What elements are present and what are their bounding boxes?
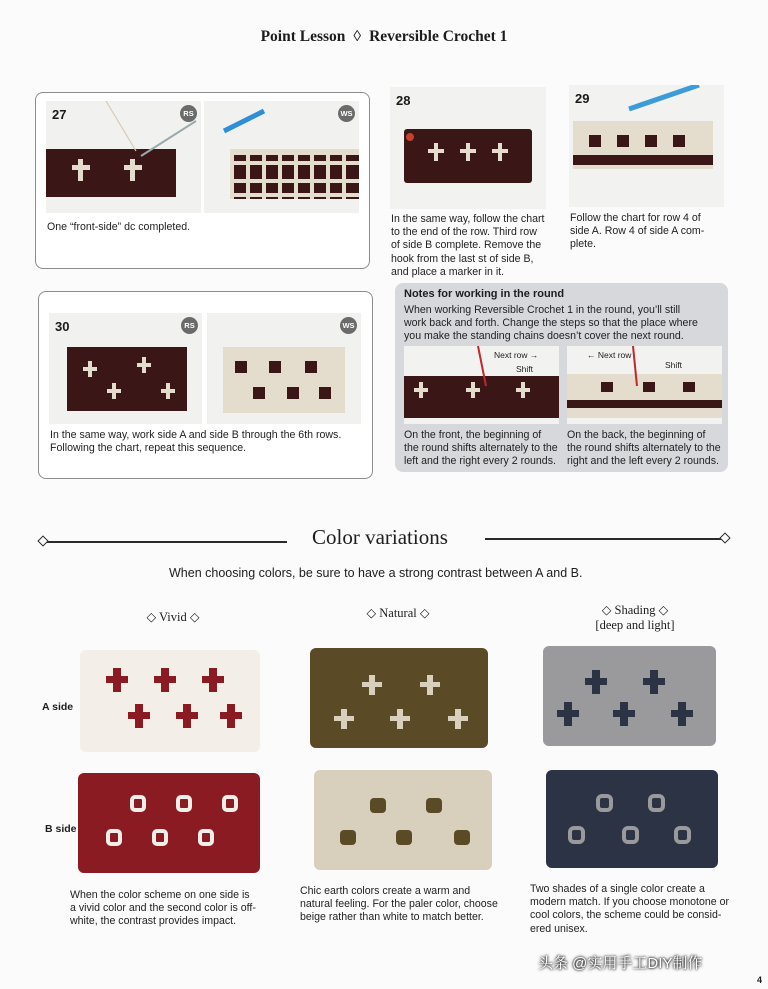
shading-caption-line: ered unisex.: [530, 922, 588, 935]
step-30-caption-line: In the same way, work side A and side B through the 6th rows.: [50, 429, 342, 441]
step-28-caption-line: of side B complete. Remove the: [391, 239, 542, 252]
natural-caption-line: Chic earth colors create a warm and: [300, 885, 471, 897]
front-caption-line: On the front, the beginning of: [404, 429, 542, 441]
notes-body-line: work back and forth. Change the steps so that the place where: [404, 317, 698, 330]
small-diamond-icon: ◇: [189, 610, 200, 624]
back-shift-label: Shift: [665, 360, 683, 370]
vivid-a-swatch: [80, 650, 260, 752]
step-30-box: [38, 291, 373, 479]
header-right: Reversible Crochet 1: [369, 28, 508, 45]
variant-shading-label: [575, 602, 695, 633]
variant-name: Shading: [614, 603, 656, 617]
small-diamond-icon: ◇: [601, 603, 612, 617]
step-28-caption-line: to the end of the row. Third row: [391, 226, 537, 239]
back-caption-line: right and the left every 2 rounds.: [567, 455, 719, 468]
natural-a-swatch: [310, 648, 488, 748]
back-caption-line: On the back, the beginning of: [567, 429, 706, 441]
step-30-ws-swatch: [207, 313, 361, 424]
notes-body: [404, 304, 724, 344]
natural-caption-line: natural feeling. For the paler color, choose: [300, 898, 498, 911]
section-rule-right-diamond: [719, 532, 730, 543]
step-30-rs-swatch: [49, 313, 202, 424]
shading-caption-line: cool colors, the scheme could be consid-: [530, 909, 722, 922]
front-shift-label: Shift: [516, 364, 534, 374]
step-28-caption: [391, 213, 561, 279]
step-28-number: 28: [396, 93, 411, 108]
notes-back-caption: [567, 429, 727, 469]
vivid-caption-line: white, the contrast provides impact.: [70, 915, 237, 928]
small-diamond-icon: ◇: [419, 606, 430, 620]
vivid-a-pattern: [80, 650, 260, 752]
arrow-left-icon: ←: [587, 350, 596, 360]
small-diamond-icon: ◇: [366, 606, 377, 620]
variant-vivid-label: [118, 609, 228, 625]
step-29-swatch: [569, 85, 724, 207]
step-28-photo: [390, 87, 546, 209]
step-30-caption-line: Following the chart, repeat this sequence.: [50, 442, 247, 455]
step-29-caption-line: Follow the chart for row 4 of: [570, 212, 701, 224]
section-intro: When choosing colors, be sure to have a strong contrast between A and B.: [169, 566, 583, 580]
vivid-caption-line: When the color scheme on one side is: [70, 889, 250, 901]
step-30-ws-badge: WS: [340, 317, 357, 334]
shading-a-swatch: [543, 646, 716, 746]
shading-b-swatch: [546, 770, 718, 868]
notes-body-line: you make the standing chains doesn’t cover the next round.: [404, 330, 684, 343]
page-number: 4: [757, 975, 763, 985]
side-a-label: A side: [42, 701, 74, 713]
step-30-photo-ws: [207, 313, 361, 424]
variant-name: Natural: [379, 606, 417, 620]
natural-b-pattern: [314, 770, 492, 870]
shading-a-pattern: [543, 646, 716, 746]
front-caption-line: left and the right every 2 rounds.: [404, 455, 556, 468]
header-separator: ◊: [353, 28, 362, 45]
step-27-photo-rs: [46, 101, 201, 213]
back-next-row-label: [587, 350, 631, 360]
vivid-caption-line: a vivid color and the second color is off-: [70, 902, 256, 915]
variant-name: Vivid: [159, 610, 187, 624]
page-header: [0, 28, 768, 46]
section-rule-left-diamond: [37, 535, 48, 546]
step-30-photo-rs: [49, 313, 202, 424]
header-left: Point Lesson: [260, 28, 346, 45]
section-title: Color variations: [312, 525, 448, 549]
natural-b-swatch: [314, 770, 492, 870]
step-27-number: 27: [52, 107, 67, 122]
step-30-caption: [50, 429, 368, 455]
step-30-number: 30: [55, 319, 70, 334]
step-28-caption-line: In the same way, follow the chart: [391, 213, 545, 225]
shading-b-pattern: [546, 770, 718, 868]
next-row-text: Next row: [494, 350, 528, 360]
vivid-b-swatch: [78, 773, 260, 873]
step-30-rs-badge: RS: [181, 317, 198, 334]
step-29-caption-line: plete.: [570, 238, 596, 251]
vivid-caption: [70, 889, 280, 929]
notes-body-line: When working Reversible Crochet 1 in the round, you’ll still: [404, 304, 681, 316]
step-27-rs-badge: RS: [180, 105, 197, 122]
natural-caption: [300, 885, 510, 925]
step-28-caption-line: hook from the last st of side B,: [391, 252, 534, 265]
step-29-caption: [570, 212, 730, 252]
notes-front-photo: [404, 346, 559, 424]
back-caption-line: the round shifts alternately to the: [567, 442, 721, 455]
front-next-row-label: [494, 350, 538, 360]
step-27-ws-swatch: [204, 101, 359, 213]
side-b-label: B side: [45, 823, 77, 835]
step-29-photo: [569, 85, 724, 207]
watermark: 头条 @实用手工DIY制作: [538, 955, 703, 972]
step-28-swatch: [390, 87, 546, 209]
step-28-caption-line: and place a marker in it.: [391, 265, 505, 278]
section-rule-left: [45, 541, 287, 543]
front-caption-line: the round shifts alternately to the: [404, 442, 558, 455]
vivid-b-pattern: [78, 773, 260, 873]
notes-back-photo: [567, 346, 722, 424]
next-row-text: Next row: [597, 350, 632, 360]
shading-caption: [530, 883, 740, 936]
notes-front-caption: [404, 429, 564, 469]
small-diamond-icon: ◇: [658, 603, 669, 617]
step-27-caption: One “front-side” dc completed.: [47, 221, 191, 233]
step-27-box: [35, 92, 370, 269]
shading-caption-line: Two shades of a single color create a: [530, 883, 705, 895]
small-diamond-icon: ◇: [146, 610, 157, 624]
step-29-number: 29: [575, 91, 590, 106]
step-27-ws-badge: WS: [338, 105, 355, 122]
step-29-caption-line: side A. Row 4 of side A com-: [570, 225, 705, 238]
natural-caption-line: beige rather than white to match better.: [300, 911, 484, 924]
notes-title: Notes for working in the round: [404, 288, 565, 300]
natural-a-pattern: [310, 648, 488, 748]
step-27-rs-swatch: [46, 101, 201, 213]
notes-panel: [395, 283, 728, 472]
variant-subtitle: [deep and light]: [595, 618, 675, 632]
arrow-right-icon: →: [529, 350, 539, 360]
variant-natural-label: [343, 605, 453, 621]
shading-caption-line: modern match. If you choose monotone or: [530, 896, 730, 909]
section-rule-right: [485, 538, 723, 540]
step-27-photo-ws: [204, 101, 359, 213]
